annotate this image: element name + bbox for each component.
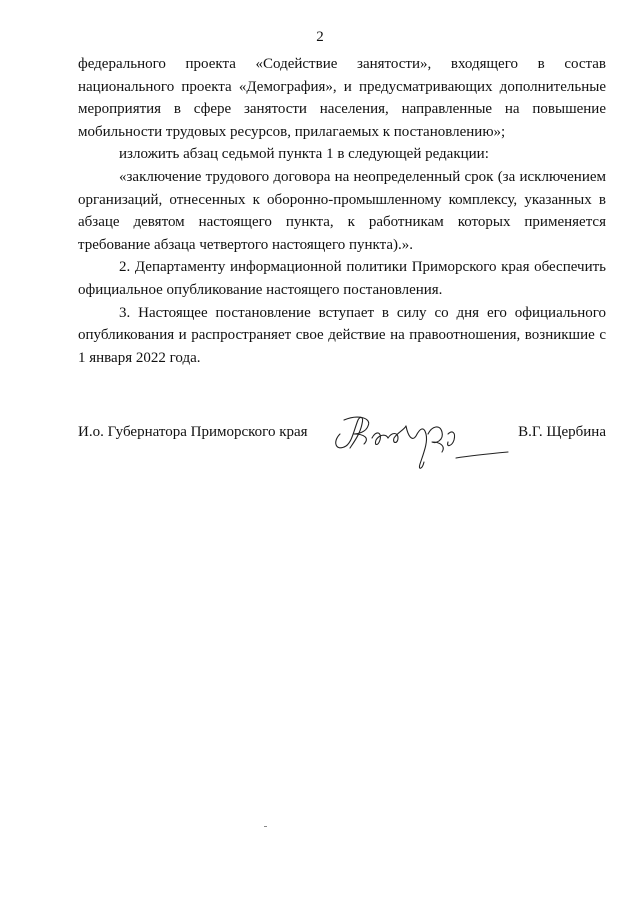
page-number: 2 bbox=[316, 29, 324, 45]
signer-title: И.о. Губернатора Приморского края bbox=[78, 424, 308, 440]
paragraph-continuation: федерального проекта «Содействие занятости», входящего в состав национального проекта «Демография», и предусматривающих дополнительные мероприятия в сфере занятости населения, направленные на повышение мобильности трудовых ресурсов, прилагаемых к постановлению»; bbox=[78, 56, 606, 140]
paragraph-instruction: изложить абзац седьмой пункта 1 в следующей редакции: bbox=[119, 146, 489, 163]
paragraph-quoted-text: «заключение трудового договора на неопределенный срок (за исключением организаций, отнесенных к оборонно-промышленному комплексу, указанных в абзаце девятом настоящего пункта, к работникам которых применяется требование абзаца четвертого настоящего пункта).». bbox=[78, 168, 606, 253]
signer-name: В.Г. Щербина bbox=[518, 424, 606, 440]
signature-block bbox=[0, 412, 640, 482]
document-body bbox=[78, 53, 606, 369]
paragraph-item-3: 3. Настоящее постановление вступает в силу со дня его официального опубликования и распространяет свое действие на правоотношения, возникшие с 1 января 2022 года. bbox=[78, 304, 606, 366]
handwritten-signature bbox=[328, 412, 518, 480]
paragraph-item-2: 2. Департаменту информационной политики Приморского края обеспечить официальное опубликование настоящего постановления. bbox=[78, 259, 606, 298]
scan-mark bbox=[264, 826, 267, 827]
